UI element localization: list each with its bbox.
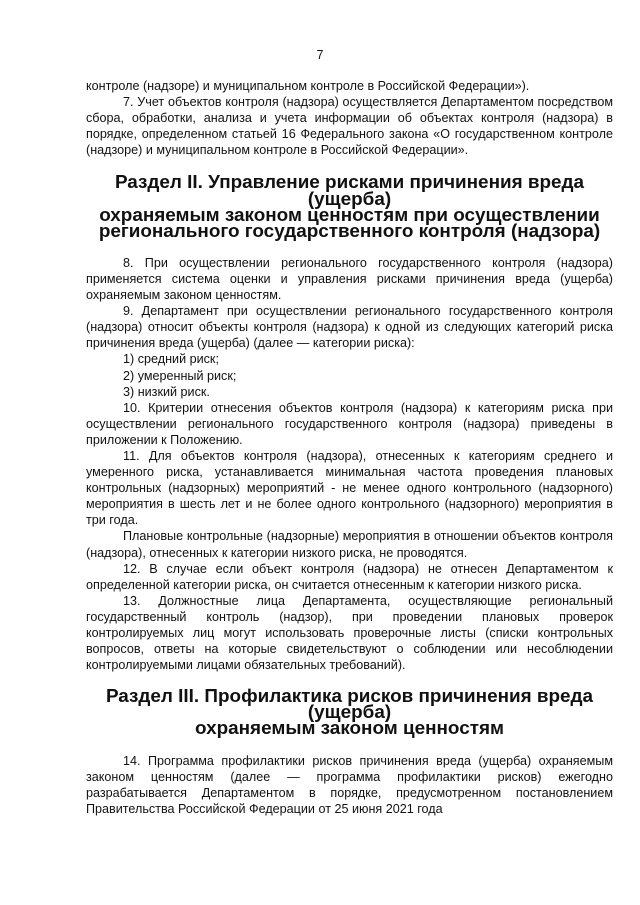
section-3-heading-line-1: Раздел III. Профилактика рисков причинения вреда (ущерба) xyxy=(105,686,594,724)
section-2-heading-line-1: Раздел II. Управление рисками причинения вреда (ущерба) xyxy=(114,172,585,210)
paragraph-11-continued: Плановые контрольные (надзорные) мероприятия в отношении объектов контроля (надзора), отнесенных к категории низкого риска, не проводятся. xyxy=(86,529,613,560)
risk-category-item: 3) низкий риск. xyxy=(123,384,210,399)
section-2-heading xyxy=(86,172,613,242)
risk-category-item: 2) умеренный риск; xyxy=(123,368,237,383)
section-3-heading-line-2: охраняемым законом ценностям xyxy=(195,718,504,740)
paragraph-12: 12. В случае если объект контроля (надзора) не отнесен Департаментом к определенной категории риска, он считается отнесенным к категории низкого риска. xyxy=(86,561,613,592)
paragraph-8: 8. При осуществлении регионального государственного контроля (надзора) применяется система оценки и управления рисками причинения вреда (ущерба) охраняемым законом ценностям. xyxy=(86,255,613,303)
paragraph-11: 11. Для объектов контроля (надзора), отнесенных к категориям среднего и умеренного риска, устанавливается минимальная частота проведения плановых контрольных (надзорных) мероприятий - не менее одного контрольного (надзорного) мероприятия в шесть лет и не более одного контрольного (надзорного) мероприятия в три года. xyxy=(86,448,613,528)
paragraph-13: 13. Должностные лица Департамента, осуществляющие региональный государственный контроль (надзор), при проведении плановых проверок контролируемых лиц могут использовать проверочные листы (списки контрольных вопросов, ответы на которые свидетельствуют о соблюдении или несоблюдении контролируемыми лицами обязательных требований). xyxy=(86,593,613,673)
document-body xyxy=(86,78,613,817)
paragraph-14: 14. Программа профилактики рисков причинения вреда (ущерба) охраняемым законом ценностям (далее — программа профилактики рисков) ежегодно разрабатывается Департаментом в порядке, предусмотренном постановлением Правительства Российской Федерации от 25 июня 2021 года xyxy=(86,753,613,816)
risk-category-item: 1) средний риск; xyxy=(123,352,219,367)
paragraph-10: 10. Критерии отнесения объектов контроля (надзора) к категориям риска при осуществлении регионального государственного контроля (надзора) приведены в приложении к Положению. xyxy=(86,400,613,447)
page-number: 7 xyxy=(316,48,324,62)
paragraph-continuation: контроле (надзоре) и муниципальном контроле в Российской Федерации»). xyxy=(86,79,530,93)
section-2-heading-line-2: охраняемым законом ценностям при осуществлении xyxy=(99,204,600,226)
section-2-heading-line-3: регионального государственного контроля (надзора) xyxy=(98,220,601,242)
paragraph-9: 9. Департамент при осуществлении регионального государственного контроля (надзора) относит объекты контроля (надзора) к одной из следующих категорий риска причинения вреда (ущерба) (далее — категории риска): xyxy=(86,304,613,351)
section-3-heading xyxy=(86,686,613,740)
paragraph-7: 7. Учет объектов контроля (надзора) осуществляется Департаментом посредством сбора, обработки, анализа и учета информации об объектах контроля (надзора) в порядке, определенном статьей 16 Федерального закона «О государственном контроле (надзоре) и муниципальном контроле в Российской Федерации». xyxy=(86,95,613,158)
